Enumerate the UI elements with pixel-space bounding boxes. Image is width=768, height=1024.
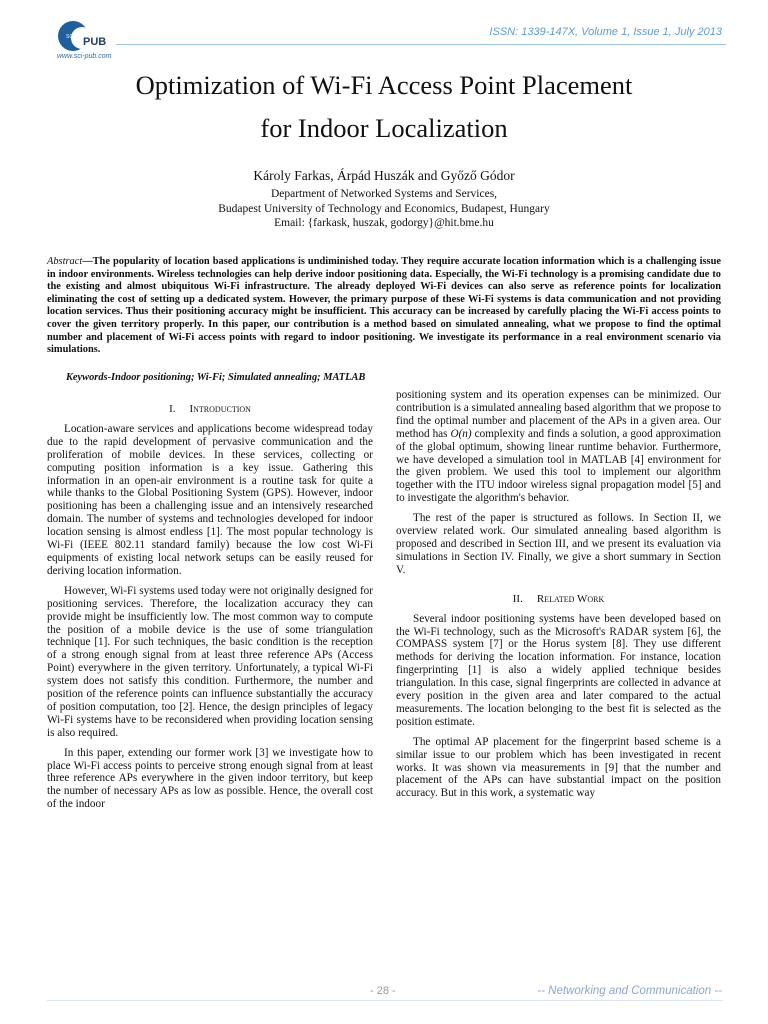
right-column [396, 389, 721, 807]
title-line-1: Optimization of Wi-Fi Access Point Placement [135, 70, 633, 100]
logo-url: www.sci-pub.com [57, 53, 112, 60]
footer-rule [47, 1000, 723, 1001]
intro-paragraph-3: In this paper, extending our former work [3] we investigate how to place Wi-Fi access points to perceive strong enough signal from at least three reference APs everywhere in the given indoor territory, but keep the number of necessary APs as low as possible. Hence, the overall cost of the indoor [47, 746, 373, 811]
complexity-notation: O(n) [450, 427, 472, 440]
section-heading-related-work [396, 593, 721, 606]
section-heading-introduction [47, 403, 373, 416]
abstract-text: —The popularity of location based applications is undiminished today. They require accurate location information which is a challenging issue in indoor environments. Wireless technologies can help derive indoor positioning data. Especially, the Wi-Fi technology is a promising candidate due to the existing and almost ubiquitous Wi-Fi infrastructure. The already deployed Wi-Fi devices can also serve as reference points for localization eliminating the cost of setting up a dedicated system. However, the primary purpose of these Wi-Fi systems is data communication and not providing location services. Thus their positioning accuracy might be insufficient. This accuracy can be increased by carefully placing the Wi-Fi access points to cover the given territory properly. In this paper, our contribution is a method based on simulated annealing, what we propose to find the optimal number and placement of Wi-Fi access points with regard to indoor positioning. We investigate its performance in a real environment scenario via simulations. [47, 256, 721, 356]
text-run: complexity and finds a solution, a good approximation of the global optimum, showing linear runtime behavior. Furthermore, we have developed a simulation tool in MATLAB [4] environment for the given problem. We used this tool to implement our algorithm together with the ITU indoor wireless signal propagation model [5] and to investigate the algorithm's behavior. [396, 427, 721, 505]
affiliation-department: Department of Networked Systems and Services, [270, 188, 498, 200]
text-run: positioning system and its operation expenses can be minimized. Our contribution is a simulated annealing based algorithm that we propose to find the optimal number and placement of the APs in a given area. Our method has [396, 389, 721, 440]
page-number: - 28 - [370, 985, 396, 997]
title-line-2: for Indoor Localization [260, 113, 508, 143]
author-email: Email: {farkask, huszak, godorgy}@hit.bme.hu [274, 217, 494, 229]
header-rule [116, 44, 726, 45]
affiliation [40, 187, 728, 231]
issn-line: ISSN: 1339-147X, Volume 1, Issue 1, July 2013 [489, 26, 722, 38]
intro-paragraph-4: The rest of the paper is structured as follows. In Section II, we overview related work. Our simulated annealing based algorithm is proposed and described in Section III, and we present its evaluation via simulations in Section IV. Finally, we give a short summary in Section V. [396, 512, 721, 576]
related-paragraph-2: The optimal AP placement for the fingerprint based scheme is a similar issue to our problem which has been investigated in recent works. It was shown via measurements in [9] that the number and placement of the APs can have substantial impact on the position accuracy. But in this work, a systematic way [396, 735, 721, 800]
journal-section: -- Networking and Communication -- [537, 985, 722, 997]
abstract [47, 256, 721, 357]
section-title: Introduction [189, 403, 251, 415]
affiliation-university: Budapest University of Technology and Economics, Budapest, Hungary [218, 202, 550, 215]
section-number: II. [512, 592, 523, 605]
paper-title [40, 64, 728, 150]
related-paragraph-1: Several indoor positioning systems have been developed based on the Wi-Fi technology, such as the Microsoft's RADAR system [6], the COMPASS system [7] or the Horus system [8]. They use different methods for deriving the location information. For instance, location fingerprinting [1] is also a widely applied technique besides triangulation. In this case, signal fingerprints are collected in advance at every position in the given area and later compared to the actual measurements. The location belonging to the best fit is selected as the position estimate. [396, 612, 721, 728]
svg-text:SCI: SCI [66, 34, 75, 40]
intro-paragraph-3-continued [396, 389, 721, 505]
left-column [47, 399, 373, 818]
keywords: Keywords-Indoor positioning; Wi-Fi; Simulated annealing; MATLAB [66, 372, 366, 383]
intro-paragraph-2: However, Wi-Fi systems used today were not originally designed for positioning services. Therefore, the localization accuracy they can provide might be insufficiently low. The most common way to compute the position of a mobile device is the use of some triangulation technique [1]. For such techniques, the basic condition is the reception of a strong enough signal from at least three reference APs (Access Point) everywhere in the given territory. Unfortunately, a typical Wi-Fi system does not satisfy this condition. Furthermore, the number and position of the reference points can influence substantially the accuracy of position computation, too [2]. Hence, the design principles of legacy Wi-Fi systems have to be reconsidered when providing location sensing is also required. [47, 584, 373, 739]
authors: Károly Farkas, Árpád Huszák and Győző Gódor [253, 168, 515, 183]
abstract-label: Abstract [47, 256, 83, 267]
section-title: Related Work [536, 592, 605, 605]
svg-text:PUB: PUB [83, 36, 107, 48]
intro-paragraph-1: Location-aware services and applications become widespread today due to the rapid development of pervasive communication and the proliferation of mobile devices. In these services, collecting or computing position information is a key issue. Gathering this information in an open-air environment is a routine task for quite a while thanks to the Global Positioning System (GPS). However, indoor positioning has been a challenging issue and an intensively researched domain. The number of systems and technologies developed for indoor location sensing is almost endless [1]. The most popular technology is Wi-Fi (IEEE 802.11 standard family) because the low cost Wi-Fi equipments of existing local network setups can be easily reused for deriving location information. [47, 422, 373, 577]
section-number: I. [169, 403, 176, 415]
